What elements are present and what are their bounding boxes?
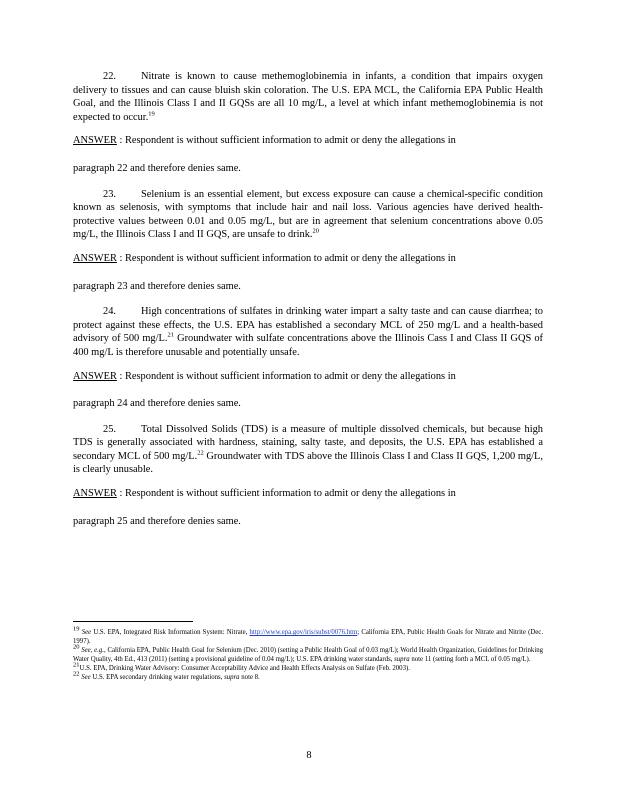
footnote-text: U.S. EPA secondary drinking water regulations, [92, 674, 223, 681]
footnote-22 [73, 670, 543, 682]
footnote-divider [73, 621, 193, 622]
footnote-text: U.S. EPA, Drinking Water Advisory: Consumer Acceptability Advice and Health Effects Analysis on Sulfate (Feb. 2003). [79, 665, 410, 672]
footnote-link[interactable]: http://www.epa.gov/iris/subst/0076.htm [249, 629, 358, 636]
answer-text: : Respondent is without sufficient information to admit or deny the allegations in [119, 252, 456, 264]
answer-22 [73, 134, 543, 175]
paragraph-text: High concentrations of sulfates in drinking water impart a salty taste and can cause diarrhea; to protect against these effects, the U.S. EPA has established a secondary MCL of 250 mg/L and a health-based advisory of 500 mg/L. [73, 306, 543, 345]
answer-label: ANSWER [73, 135, 117, 147]
paragraph-text: Nitrate is known to cause methemoglobinemia in infants, a condition that impairs oxygen delivery to tissues and can cause bluish skin coloration. The U.S. EPA MCL, the California EPA Public Health Goal, and the Illinois Class I and II GQSs are all 10 mg/L, a level at which infant methemoglobinemia is not expected to occur. [73, 71, 543, 123]
paragraph-text-continued: Groundwater with TDS above the Illinois Class I and Class II GQS, 1,200 mg/L, is clearly unusable. [73, 450, 543, 476]
answer-text: : Respondent is without sufficient information to admit or deny the allegations in [119, 135, 456, 147]
footnote-19 [73, 625, 544, 646]
footnote-ref[interactable]: 21 [167, 331, 174, 339]
answer-text-line2: paragraph 22 and therefore denies same. [73, 162, 241, 174]
paragraph-text: Selenium is an essential element, but excess exposure can cause a chemical-specific condition known as selenosis, with symptoms that include hair and nail loss. Various agencies have derived health-protective values between 0.01 and 0.05 mg/L, but are in agreement that selenium concentrations above 0.05 mg/L, the Illinois Class I and II GQS, are unsafe to drink. [73, 188, 543, 241]
answer-text: : Respondent is without sufficient information to admit or deny the allegations in [119, 488, 456, 500]
footnote-number: 21 [73, 661, 80, 669]
footnote-text-after: note 8. [241, 674, 260, 681]
footnote-number: 22 [73, 670, 80, 678]
footnotes [73, 625, 544, 682]
footnote-ref[interactable]: 22 [197, 449, 204, 457]
answer-label: ANSWER [73, 488, 117, 500]
answer-text-line2: paragraph 24 and therefore denies same. [73, 398, 241, 410]
paragraph-25 [73, 423, 543, 477]
paragraph-23 [73, 188, 543, 242]
paragraph-24 [73, 305, 543, 359]
footnote-text: U.S. EPA, Integrated Risk Information System: Nitrate, [93, 629, 248, 636]
answer-25 [73, 487, 543, 528]
footnote-21 [73, 661, 543, 673]
page-number: 8 [306, 750, 312, 761]
answer-label: ANSWER [73, 252, 117, 264]
answer-24 [73, 370, 543, 411]
footnote-text: , California EPA, Public Health Goal for Selenium (Dec. 2010) (setting a Public Health Goal of 0.03 mg/L); World Health Organization, Guidelines for Drinking Water Quality, 4th Ed., 413 (2011) (setting a provisional guideline of 0.04 mg/L); U.S. EPA drinking water standards, [73, 647, 544, 663]
paragraph-number: 22. [103, 71, 116, 82]
citation-signal: See [81, 674, 91, 681]
paragraph-text-continued: Groundwater with sulfate concentrations above the Illinois Cass I and Class II GQS of 400 mg/L is therefore unusable and potentially unsafe. [73, 333, 543, 358]
answer-label: ANSWER [73, 370, 117, 382]
paragraph-text: Total Dissolved Solids (TDS) is a measure of multiple dissolved chemicals, but because high TDS is generally associated with hardness, staining, salty taste, and deposits, the U.S. EPA has established a secondary MCL of 500 mg/L. [73, 423, 543, 462]
answer-text-line2: paragraph 23 and therefore denies same. [73, 280, 241, 292]
paragraph-number: 24. [103, 306, 116, 318]
citation-signal: See, e.g. [81, 647, 104, 654]
paragraph-number: 23. [103, 188, 116, 200]
citation-signal: See [81, 629, 92, 636]
footnote-ref[interactable]: 20 [312, 227, 320, 235]
footnote-number: 19 [73, 625, 80, 633]
document-body [73, 70, 543, 540]
footnote-text-after: note 11 (setting forth a MCL of 0.05 mg/L). [411, 656, 531, 663]
footnote-ref[interactable]: 19 [148, 110, 155, 118]
footnote-number: 20 [73, 643, 80, 651]
citation-supra: supra [224, 674, 240, 681]
footnote-20 [73, 643, 544, 664]
footnote-text-after: ; California EPA, Public Health Goals for Nitrate and Nitrite (Dec. 1997). [73, 629, 544, 645]
paragraph-number: 25. [103, 423, 116, 435]
citation-supra: supra [394, 656, 410, 663]
answer-text-line2: paragraph 25 and therefore denies same. [73, 515, 241, 527]
paragraph-22 [73, 70, 543, 124]
answer-text: : Respondent is without sufficient information to admit or deny the allegations in [119, 370, 456, 382]
answer-23 [73, 252, 543, 293]
